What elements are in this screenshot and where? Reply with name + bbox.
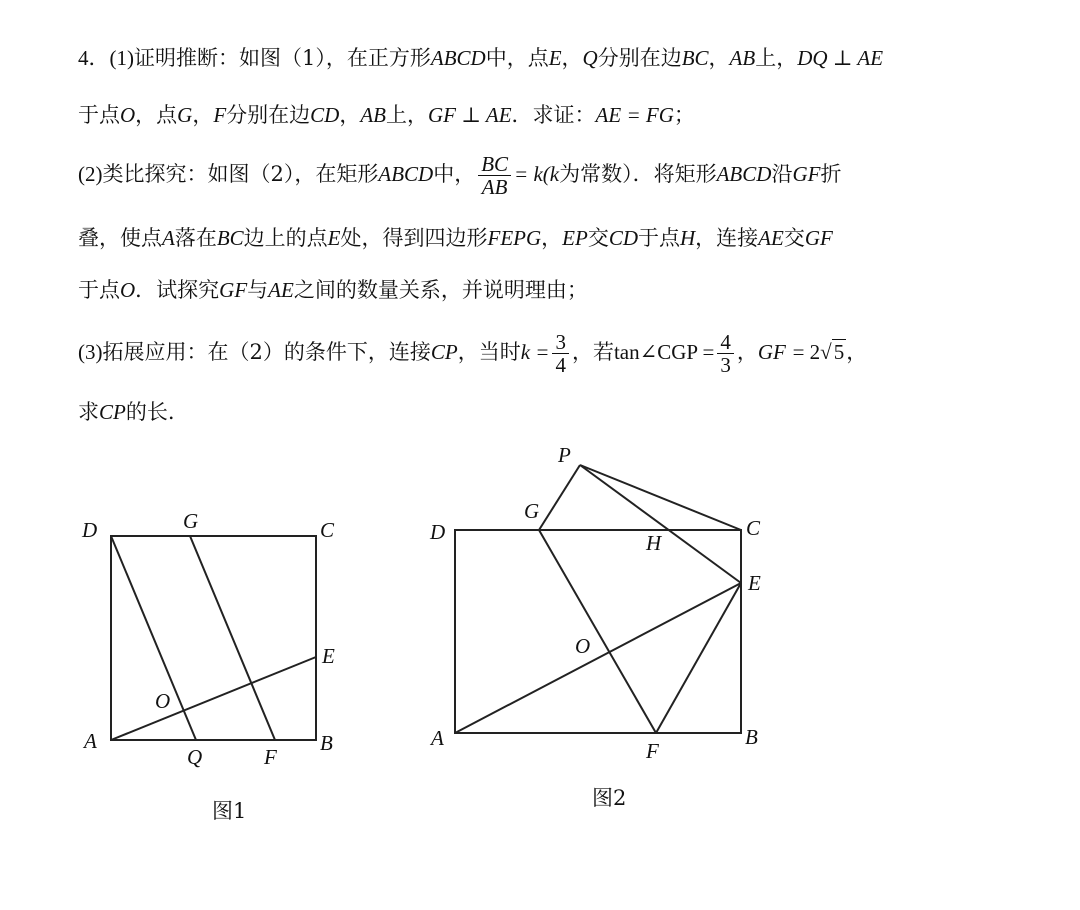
math: GF bbox=[757, 340, 786, 364]
text: 中， bbox=[433, 162, 476, 186]
sqrt-expression: √5 bbox=[820, 340, 845, 364]
math: GF bbox=[219, 278, 248, 302]
math: AB bbox=[729, 46, 756, 70]
label-e: E bbox=[748, 571, 761, 595]
math: EP bbox=[562, 226, 588, 250]
math: AB bbox=[360, 103, 387, 127]
label-b: B bbox=[745, 725, 758, 749]
problem-line-6 bbox=[78, 326, 867, 378]
math: FEPG bbox=[487, 226, 542, 250]
segment-ae bbox=[111, 657, 316, 740]
math: A bbox=[162, 226, 175, 250]
text: 拓展应用：在（2）的条件下，连接 bbox=[102, 340, 431, 364]
segment-pc bbox=[580, 465, 741, 530]
text: 边上的点 bbox=[243, 226, 328, 250]
fraction-tan bbox=[717, 331, 734, 376]
math: ABCD bbox=[430, 46, 486, 70]
math: AE bbox=[758, 226, 784, 250]
text: ，当时 bbox=[457, 340, 521, 364]
text: 处，得到四边形 bbox=[340, 226, 488, 250]
label-o: O bbox=[155, 689, 171, 713]
math: ABCD bbox=[378, 162, 434, 186]
math: BC bbox=[216, 226, 244, 250]
math: ABCD bbox=[716, 162, 772, 186]
text: ， bbox=[736, 340, 758, 364]
label-e: E bbox=[322, 644, 335, 668]
math: k = bbox=[520, 340, 550, 364]
text: ， bbox=[846, 340, 868, 364]
text: 中，点 bbox=[485, 46, 549, 70]
fraction-denominator: 3 bbox=[720, 353, 731, 377]
text: 与 bbox=[247, 278, 269, 302]
math: CP bbox=[99, 400, 126, 424]
math: CD bbox=[608, 226, 638, 250]
label-c: C bbox=[746, 516, 761, 540]
label-f: F bbox=[646, 739, 659, 763]
fraction-numerator: 4 bbox=[717, 331, 734, 354]
fraction-denominator: AB bbox=[481, 175, 508, 199]
text: 证明推断：如图（1），在正方形 bbox=[134, 46, 431, 70]
part-label-2: (2) bbox=[78, 162, 103, 186]
text: 上， bbox=[386, 103, 429, 127]
text: ．求证： bbox=[511, 103, 596, 127]
problem-number: 4． bbox=[78, 46, 110, 70]
math: GF bbox=[804, 226, 833, 250]
text: ； bbox=[673, 103, 695, 127]
text: 分别在边 bbox=[597, 46, 682, 70]
math: GF ⊥ AE bbox=[428, 103, 512, 127]
label-a: A bbox=[431, 726, 444, 750]
math: Q bbox=[582, 46, 598, 70]
text: 落在 bbox=[174, 226, 217, 250]
text: ， bbox=[541, 226, 563, 250]
math: GF bbox=[792, 162, 821, 186]
math: O bbox=[120, 278, 136, 302]
text: ，连接 bbox=[695, 226, 759, 250]
segment-gf bbox=[190, 536, 275, 740]
text: 于点 bbox=[78, 278, 120, 302]
problem-line-2 bbox=[78, 95, 695, 135]
figure-2 bbox=[420, 440, 780, 770]
sqrt-radicand: 5 bbox=[833, 340, 845, 364]
problem-line-4 bbox=[78, 218, 833, 258]
math: AE = FG bbox=[595, 103, 674, 127]
math: E bbox=[327, 226, 341, 250]
text: 之间的数量关系，并说明理由； bbox=[293, 278, 588, 302]
text: 求 bbox=[78, 400, 99, 424]
text: 沿 bbox=[771, 162, 793, 186]
figure-1 bbox=[70, 500, 360, 790]
figure-2-caption: 图2 bbox=[592, 786, 627, 810]
math: F bbox=[213, 103, 227, 127]
segment-gf bbox=[539, 530, 656, 733]
text: ， bbox=[192, 103, 214, 127]
label-b: B bbox=[320, 731, 333, 755]
text: ，点 bbox=[135, 103, 178, 127]
math: = 2 bbox=[792, 340, 821, 364]
text: 上， bbox=[755, 46, 798, 70]
text: ， bbox=[708, 46, 730, 70]
segment-dq bbox=[111, 536, 196, 740]
text: 分别在边 bbox=[226, 103, 311, 127]
text: 交 bbox=[587, 226, 609, 250]
math: tan∠CGP = bbox=[613, 340, 715, 364]
label-h: H bbox=[646, 531, 662, 555]
math: G bbox=[177, 103, 193, 127]
fraction-bc-ab bbox=[478, 153, 511, 198]
math: = k(k bbox=[514, 162, 560, 186]
text: 于点 bbox=[638, 226, 680, 250]
fraction-numerator: BC bbox=[478, 153, 511, 176]
math: DQ ⊥ AE bbox=[797, 46, 884, 70]
text: 叠，使点 bbox=[78, 226, 162, 250]
label-q: Q bbox=[187, 745, 203, 769]
math: O bbox=[120, 103, 136, 127]
math: CP bbox=[430, 340, 458, 364]
fraction-numerator: 3 bbox=[552, 331, 569, 354]
label-c: C bbox=[320, 518, 335, 542]
part-label-1: (1) bbox=[109, 46, 134, 70]
text: ．试探究 bbox=[135, 278, 220, 302]
label-d: D bbox=[430, 520, 446, 544]
label-g: G bbox=[183, 509, 199, 533]
fraction-denominator: 4 bbox=[555, 353, 566, 377]
text: 的长. bbox=[125, 400, 175, 424]
math: AE bbox=[268, 278, 294, 302]
math: H bbox=[680, 226, 696, 250]
text: ， bbox=[339, 103, 361, 127]
label-p: P bbox=[558, 443, 571, 467]
text: 类比探究：如图（2），在矩形 bbox=[102, 162, 379, 186]
math: CD bbox=[310, 103, 340, 127]
label-d: D bbox=[82, 518, 98, 542]
label-g: G bbox=[524, 499, 540, 523]
math: BC bbox=[681, 46, 709, 70]
label-o: O bbox=[575, 634, 591, 658]
figure-1-caption: 图1 bbox=[212, 799, 247, 823]
square-abcd bbox=[111, 536, 316, 740]
text: ， bbox=[561, 46, 583, 70]
problem-line-1 bbox=[78, 38, 883, 78]
fraction-k bbox=[552, 331, 569, 376]
label-f: F bbox=[264, 745, 277, 769]
math: E bbox=[548, 46, 562, 70]
text: 于点 bbox=[78, 103, 120, 127]
part-label-3: (3) bbox=[78, 340, 103, 364]
text: 交 bbox=[783, 226, 805, 250]
problem-line-7 bbox=[78, 392, 175, 432]
problem-line-3 bbox=[78, 148, 841, 200]
label-a: A bbox=[84, 729, 97, 753]
text: 为常数）．将矩形 bbox=[559, 162, 717, 186]
text: ，若 bbox=[571, 340, 614, 364]
problem-line-5 bbox=[78, 270, 588, 310]
text: 折 bbox=[820, 162, 842, 186]
segment-ep bbox=[580, 465, 741, 583]
segment-pg bbox=[539, 465, 580, 530]
